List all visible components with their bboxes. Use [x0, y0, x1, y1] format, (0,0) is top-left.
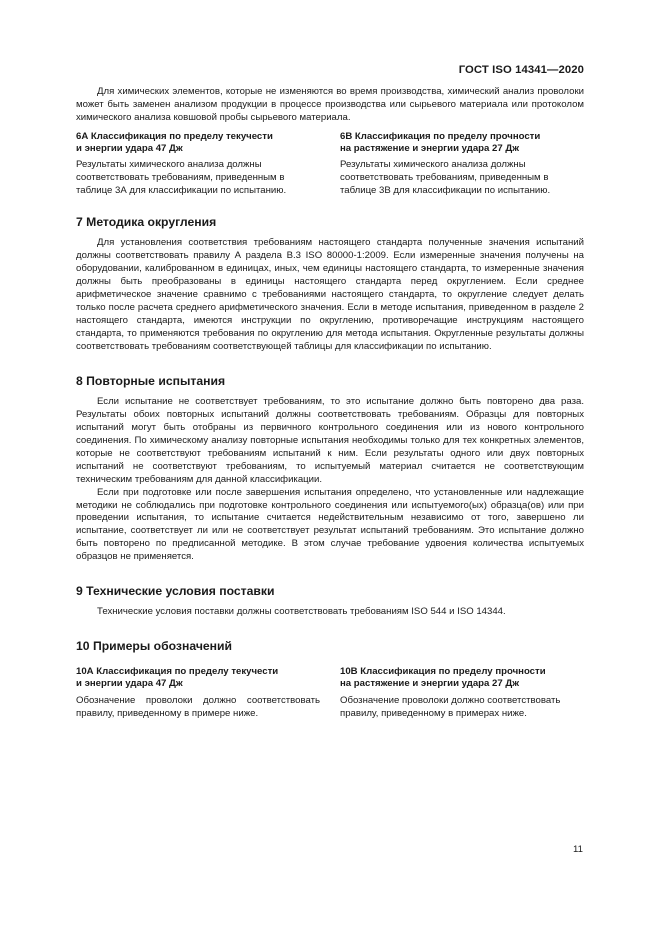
section-8-paragraph-1: Если испытание не соответствует требованиям, то это испытание должно быть повторено два раза. Результаты обоих повторных испытаний должны соответствовать требованиям. Образцы для повторных испытаний могут быть отобраны из первичного контрольного соединения или из нового контрольного соединения. По химическому анализу повторные испытания необходимы только для тех конкретных элементов, которые не соответствуют требованиям испытаний к ним. Если результаты одного или двух повторных испытаний не соответствуют требованиям, то испытуемый материал считается не соответствующим техническим требованиям для данной классификации. [76, 395, 584, 485]
section-9-paragraph: Технические условия поставки должны соответствовать требованиям ISO 544 и ISO 14344. [97, 606, 506, 618]
examples-10 [76, 666, 584, 721]
classification-6a [76, 131, 320, 198]
classification-6 [76, 131, 584, 198]
classification-6b [340, 131, 584, 198]
section-8-heading: 8 Повторные испытания [76, 373, 226, 388]
section-9-heading: 9 Технические условия поставки [76, 584, 275, 599]
classification-6b-title: 6В Классификация по пределу прочности на растяжение и энергии удара 27 Дж [340, 130, 541, 154]
section-7-paragraph: Для установления соответствия требованиям настоящего стандарта полученные значения испытаний должны соответствовать правилу А раздела В.3 ISO 80000-1:2009. Если измеренные значения получены на оборудовании, калиброванном в единицах, иных, чем единицы настоящего стандарта, то измеренные значения должны быть преобразованы в единицы настоящего стандарта перед округлением. Если среднее арифметическое значение сравнимо с требованиями настоящего стандарта, то округление следует делать только после расчета среднего арифметического значения. Если в методе испытания, приведенном в разделе 2 настоящего стандарта, имеются инструкции по округлению, противоречащие инструкциям настоящего стандарта, то применяются требования по округлению для метода испытания. Округленные результаты должны соответствовать требованиям соответствующей таблицы для классификации по испытанию. [76, 237, 584, 352]
example-10a [76, 666, 320, 721]
standard-designation: ГОСТ ISO 14341—2020 [458, 64, 584, 76]
example-10b-title: 10В Классификация по пределу прочности на растяжение и энергии удара 27 Дж [340, 666, 546, 690]
example-10a-text: Обозначение проволоки должно соответствовать правилу, приведенному в примере ниже. [76, 694, 320, 719]
page-content [76, 86, 584, 721]
example-10b-text: Обозначение проволоки должно соответствовать правилу, приведенному в примерах ниже. [340, 694, 561, 719]
example-10a-title: 10А Классификация по пределу текучести и энергии удара 47 Дж [76, 666, 279, 690]
section-7-heading: 7 Методика округления [76, 215, 217, 230]
page-number: 11 [573, 844, 583, 855]
section-8-paragraph-2: Если при подготовке или после завершения испытания определено, что установленные или надлежащие методики не соблюдались при подготовке контрольного соединения или испытуемого(ых) образца(ов) или при проведении испытания, то испытание считается недействительным независимо от того, завершено ли испытание, соответствует ли или не соответствует результат испытаний требованиям. Это испытание должно быть повторено по предписанной методике. В этом случае требование удвоения количества испытуемых образцов не применяется. [76, 486, 584, 563]
section-10-heading: 10 Примеры обозначений [76, 639, 233, 654]
example-10b [340, 666, 584, 721]
intro-paragraph: Для химических элементов, которые не изменяются во время производства, химический анализ проволоки может быть заменен анализом продукции в процессе производства или сырьевого материала или протоколом химического анализа ковшовой пробы сырьевого материала. [76, 86, 584, 123]
classification-6a-text: Результаты химического анализа должны соответствовать требованиям, приведенным в таблице 3А для классификации по испытанию. [76, 159, 287, 197]
classification-6a-title: 6А Классификация по пределу текучести и энергии удара 47 Дж [76, 130, 273, 154]
classification-6b-text: Результаты химического анализа должны соответствовать требованиям, приведенным в таблице 3В для классификации по испытанию. [340, 159, 551, 197]
